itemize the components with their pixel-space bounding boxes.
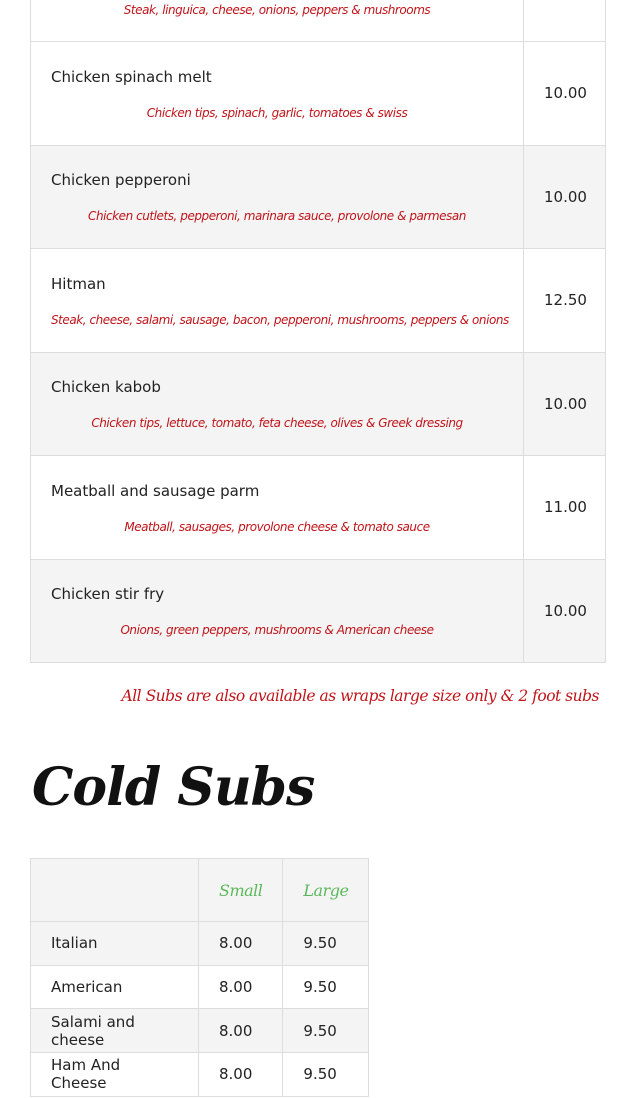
table-row [31,42,606,146]
wraps-note: All Subs are also available as wraps large size only & 2 foot subs [121,687,599,705]
price-cell: 10.00 [524,352,606,456]
table-row [31,965,369,1009]
price-cell: 10.00 [524,145,606,249]
item-name: American [31,965,199,1009]
item-cell [31,559,524,663]
table-row [31,352,606,456]
item-name: Ham And Cheese [31,1053,199,1097]
cold-subs-table [30,858,369,1097]
item-description: Chicken cutlets, pepperoni, marinara sauce, provolone & parmesan [88,209,466,224]
item-name: Chicken stir fry [51,585,165,604]
item-name: Chicken kabob [51,378,161,397]
item-description: Onions, green peppers, mushrooms & American cheese [120,623,434,638]
price-small: 8.00 [199,1009,283,1053]
item-description: Steak, cheese, salami, sausage, bacon, pepperoni, mushrooms, peppers & onions [51,312,509,327]
table-row [31,559,606,663]
item-name: Meatball and sausage parm [51,481,260,500]
item-name: Hitman [51,274,106,293]
item-cell [31,456,524,560]
table-row [31,1053,369,1097]
price-cell [524,0,606,42]
table-row [31,249,606,353]
hot-subs-table [30,0,606,663]
price-large: 9.50 [283,1009,369,1053]
table-row [31,922,369,966]
item-name: Chicken pepperoni [51,171,191,190]
table-row [31,145,606,249]
price-large: 9.50 [283,1053,369,1097]
price-cell: 11.00 [524,456,606,560]
section-title: Cold Subs [32,757,315,818]
header-large: Large [283,859,369,922]
price-cell: 10.00 [524,42,606,146]
item-cell [31,0,524,42]
price-large: 9.50 [283,965,369,1009]
item-description: Chicken tips, lettuce, tomato, feta cheese, olives & Greek dressing [91,416,463,431]
table-row [31,1009,369,1053]
item-cell [31,352,524,456]
price-cell: 12.50 [524,249,606,353]
item-description: Steak, linguica, cheese, onions, peppers & mushrooms [123,3,431,17]
price-small: 8.00 [199,1053,283,1097]
item-cell [31,145,524,249]
table-header-row [31,859,369,922]
table-row [31,0,606,42]
price-small: 8.00 [199,922,283,966]
item-description: Meatball, sausages, provolone cheese & tomato sauce [124,519,430,534]
price-small: 8.00 [199,965,283,1009]
item-name: Chicken spinach melt [51,67,212,86]
item-name: Salami and cheese [31,1009,199,1053]
price-large: 9.50 [283,922,369,966]
item-description: Chicken tips, spinach, garlic, tomatoes & swiss [146,105,408,120]
header-item [31,859,199,922]
table-row [31,456,606,560]
price-cell: 10.00 [524,559,606,663]
item-name: Italian [31,922,199,966]
header-small: Small [199,859,283,922]
item-cell [31,42,524,146]
item-cell [31,249,524,353]
